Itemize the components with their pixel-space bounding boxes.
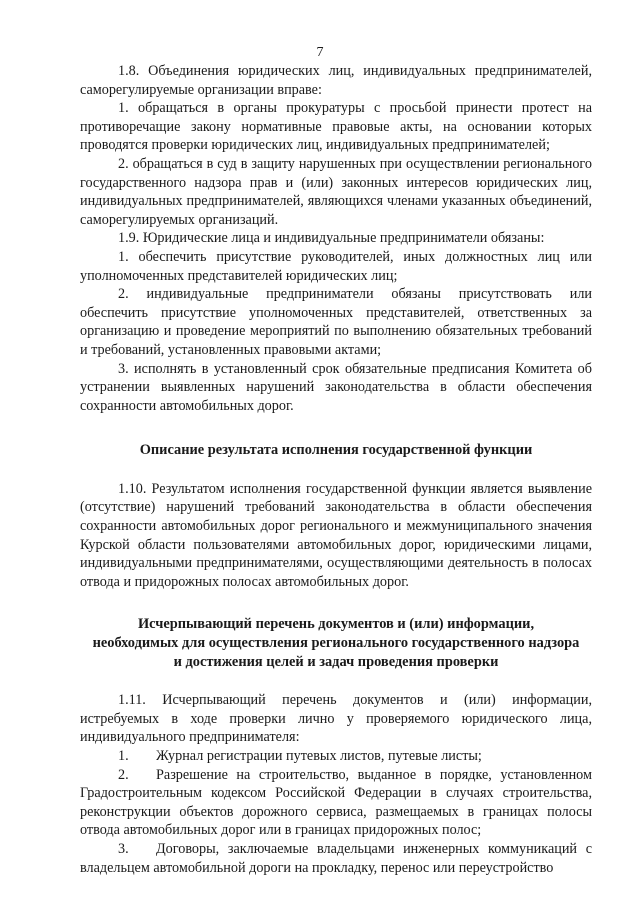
section-1-8-item-1: 1. обращаться в органы прокуратуры с просьбой принести протест на противоречащие закону нормативные правовые акты, на основании которых проводятся проверки юридических лиц, индивидуальных предпринимателей;	[80, 100, 592, 154]
list-text: Журнал регистрации путевых листов, путевые листы;	[156, 748, 482, 764]
section-1-11-item-1	[80, 747, 592, 766]
heading-documents-line-3: и достижения целей и задач проведения проверки	[173, 653, 499, 670]
section-1-11-item-3	[80, 840, 592, 877]
section-1-11-item-2	[80, 766, 592, 840]
section-1-9-item-2: 2. индивидуальные предприниматели обязаны присутствовать или обеспечить присутствие уполномоченных представителей, ответственных за организацию и проведение мероприятий по выполнению обязательных требований и требований, установленных правовыми актами;	[80, 286, 592, 358]
section-1-11-intro: 1.11. Исчерпывающий перечень документов и (или) информации, истребуемых в ходе проверки лично у проверяемого юридического лица, индивидуального предпринимателя:	[80, 692, 592, 746]
heading-documents-line-1: Исчерпывающий перечень документов и (или) информации,	[137, 616, 535, 633]
section-1-8-item-2: 2. обращаться в суд в защиту нарушенных при осуществлении регионального государственного надзора прав и (или) законных интересов юридических лиц, индивидуальных предпринимателей, являющихся членами указанных объединений, саморегулируемых организаций.	[80, 155, 592, 228]
document-body	[80, 62, 592, 877]
section-1-10: 1.10. Результатом исполнения государственной функции является выявление (отсутствие) нарушений требований законодательства в области обеспечения сохранности автомобильных дорог регионального и межмуниципального значения Курской области пользователями автомобильных дорог, юридическими лицами, индивидуальными предпринимателями, осуществляющими деятельность в полосах отвода и придорожных полосах автомобильных дорог.	[80, 480, 592, 590]
list-number: 2.	[118, 766, 129, 783]
section-1-8-intro: 1.8. Объединения юридических лиц, индивидуальных предпринимателей, саморегулируемые организации вправе:	[80, 63, 592, 98]
list-number: 1.	[118, 748, 129, 764]
list-text: Договоры, заключаемые владельцами инженерных коммуникаций с владельцем автомобильной дороги на прокладку, перенос или переустройство	[80, 840, 592, 876]
section-1-9-item-3: 3. исполнять в установленный срок обязательные предписания Комитета об устранении выявленных нарушений законодательства в области обеспечения сохранности автомобильных дорог.	[80, 360, 592, 414]
heading-documents-line-2: необходимых для осуществления регионального государственного надзора	[92, 635, 580, 652]
list-text: Разрешение на строительство, выданное в порядке, установленном Градостроительным кодексом Российской Федерации в случаях строительства, реконструкции объектов дорожного сервиса, размещаемых в границах полосы отвода автомобильных дорог или в границах придорожных полос;	[80, 766, 592, 839]
list-number: 3.	[118, 840, 129, 857]
section-1-9-item-1: 1. обеспечить присутствие руководителей, иных должностных лиц или уполномоченных представителей юридических лиц;	[80, 248, 592, 284]
section-1-9-intro: 1.9. Юридические лица и индивидуальные предприниматели обязаны:	[118, 230, 545, 247]
page-number: 7	[316, 45, 324, 60]
heading-result: Описание результата исполнения государственной функции	[139, 442, 533, 459]
